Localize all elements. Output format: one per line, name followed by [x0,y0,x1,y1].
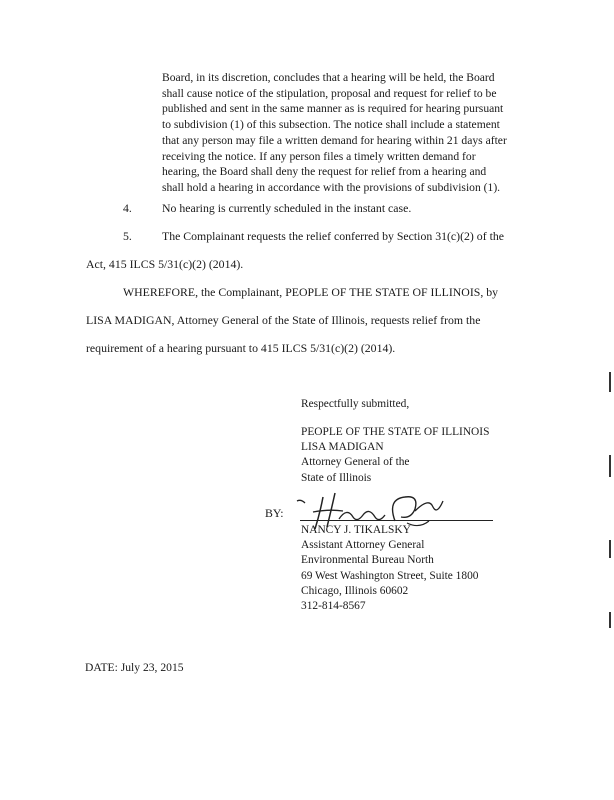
wherefore-line-1: WHEREFORE, the Complainant, PEOPLE OF THE STATE OF ILLINOIS, by [123,285,499,299]
scan-edge-mark [609,372,611,392]
wherefore-line-2: LISA MADIGAN, Attorney General of the State of Illinois, requests relief from the [86,313,481,327]
scan-edge-mark [609,612,611,628]
wherefore-line-3: requirement of a hearing pursuant to 415 ILCS 5/31(c)(2) (2014). [86,341,396,355]
party-line: PEOPLE OF THE STATE OF ILLINOIS [301,426,490,438]
party-line: Attorney General of the [301,456,410,469]
quote-line: published and sent in the same manner as is required for hearing pursuant [162,102,504,116]
quote-line: receiving the notice. If any person files a timely written demand for [162,149,476,163]
quote-line: to subdivision (1) of this subsection. The notice shall include a statement [162,118,500,132]
item-4-text: No hearing is currently scheduled in the instant case. [162,201,412,215]
quote-line: hearing, the Board shall deny the request for relief from a hearing and [162,165,487,179]
signer-line: NANCY J. TIKALSKY [301,524,411,536]
signer-line: Assistant Attorney General [301,539,425,552]
closing-line: Respectfully submitted, [301,398,410,410]
item-5-line-2: Act, 415 ILCS 5/31(c)(2) (2014). [86,257,244,271]
signer-line: Chicago, Illinois 60602 [301,584,409,597]
item-5-line-1: The Complainant requests the relief conferred by Section 31(c)(2) of the [162,229,504,243]
quote-line: shall cause notice of the stipulation, proposal and request for relief to be [162,86,497,100]
by-label: BY: [265,506,284,520]
party-block [301,425,489,486]
party-line: LISA MADIGAN [301,441,384,454]
signer-line: 312-814-8567 [301,600,366,613]
date-line: DATE: July 23, 2015 [85,661,184,674]
party-line: State of Illinois [301,471,372,484]
quote-line: shall hold a hearing in accordance with the provisions of subdivision (1). [162,180,501,194]
signer-line: Environmental Bureau North [301,554,434,567]
signature-line [300,520,493,521]
quote-line: Board, in its discretion, concludes that a hearing will be held, the Board [162,71,495,84]
signer-block [301,523,478,614]
item-5-number: 5. [123,229,132,243]
quote-line: that any person may file a written demand for hearing within 21 days after [162,133,507,147]
scan-edge-mark [609,455,611,477]
item-4-number: 4. [123,201,132,215]
statute-block-quote [162,70,524,196]
scan-edge-mark [609,540,611,558]
signer-line: 69 West Washington Street, Suite 1800 [301,569,479,582]
